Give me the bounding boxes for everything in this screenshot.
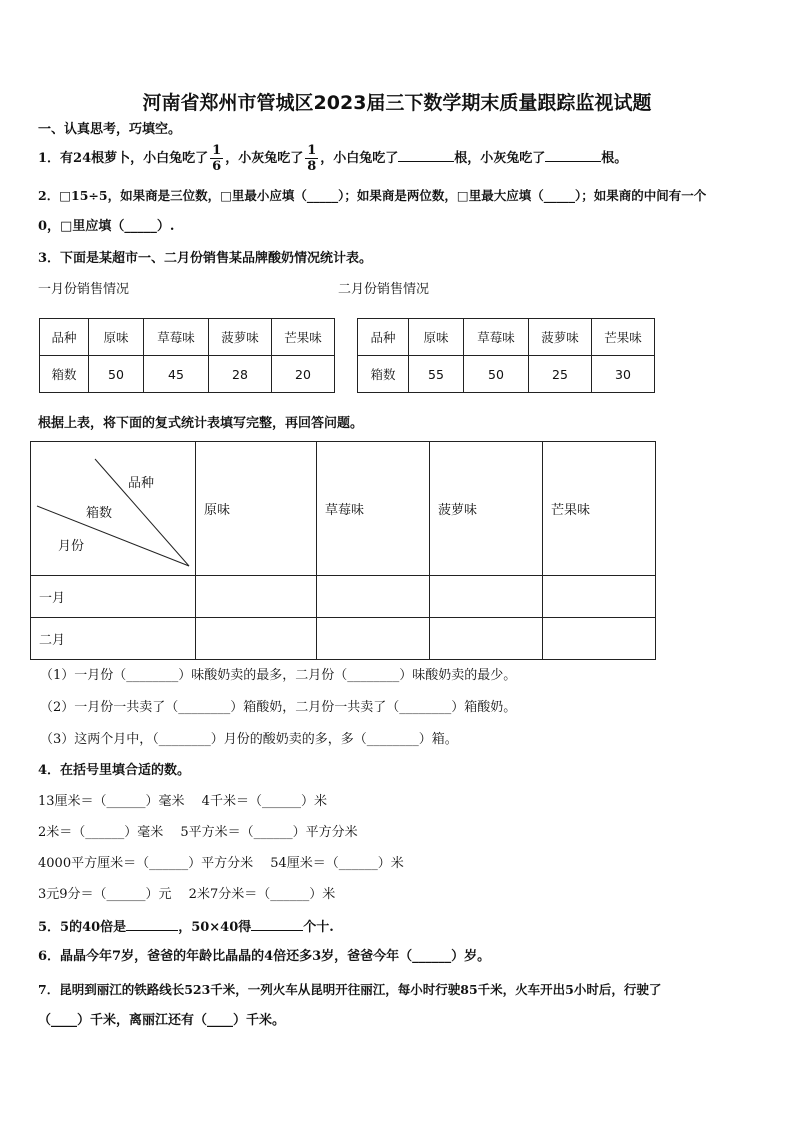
table-header-cell: 箱数 — [40, 356, 89, 393]
table-header-cell: 草莓味 — [464, 319, 529, 356]
row-header: 一月 — [31, 576, 196, 618]
answer-blank[interactable] — [398, 149, 454, 162]
question-5 — [38, 918, 334, 936]
sub-question-1: （1）一月份（________）味酸奶卖的最多，二月份（________）味酸奶卖的最少。 — [40, 668, 517, 683]
table-cell: 30 — [592, 356, 655, 393]
question-4-line: 2米＝（______）毫米 5平方米＝（______）平方分米 — [38, 825, 358, 840]
answer-cell[interactable] — [543, 576, 656, 618]
column-header: 芒果味 — [543, 442, 656, 576]
answer-cell[interactable] — [430, 576, 543, 618]
question-1 — [38, 143, 627, 174]
table-header-cell: 菠萝味 — [209, 319, 272, 356]
question-3-intro: 3．下面是某超市一、二月份销售某品牌酸奶情况统计表。 — [38, 251, 373, 266]
answer-cell[interactable] — [317, 576, 430, 618]
q1-text-d: 根，小灰兔吃了 — [454, 151, 546, 166]
question-4-line: 13厘米＝（______）毫米 4千米＝（______）米 — [38, 794, 327, 809]
page-title: 河南省郑州市管城区2023届三下数学期末质量跟踪监视试题 — [142, 92, 652, 114]
answer-cell[interactable] — [430, 618, 543, 660]
row-header: 二月 — [31, 618, 196, 660]
question-7-line-1: 7．昆明到丽江的铁路线长523千米，一列火车从昆明开往丽江，每小时行驶85千米，火车开出5小时后，行驶了 — [38, 982, 662, 997]
table-cell: 20 — [272, 356, 335, 393]
answer-blank[interactable] — [545, 149, 601, 162]
table-header-cell: 菠萝味 — [529, 319, 592, 356]
answer-cell[interactable] — [196, 576, 317, 618]
q1-text-e: 根。 — [601, 151, 628, 166]
table-header-cell: 原味 — [89, 319, 144, 356]
feb-table-caption: 二月份销售情况 — [338, 282, 430, 297]
jan-table-caption: 一月份销售情况 — [38, 282, 130, 297]
answer-blank[interactable] — [126, 918, 178, 931]
diagonal-label-bottom: 月份 — [58, 539, 85, 554]
table-cell: 55 — [409, 356, 464, 393]
sub-question-2: （2）一月份一共卖了（________）箱酸奶，二月份一共卖了（________）箱酸奶。 — [40, 700, 517, 715]
fraction-one-eighth: $\frac{1}{8}$ — [307, 143, 317, 174]
q1-text-b: ，小灰兔吃了 — [225, 151, 304, 166]
q5-text-c: 个十. — [303, 920, 334, 935]
table-instruction: 根据上表，将下面的复式统计表填写完整，再回答问题。 — [38, 416, 364, 431]
answer-cell[interactable] — [196, 618, 317, 660]
table-header-cell: 品种 — [40, 319, 89, 356]
answer-cell[interactable] — [317, 618, 430, 660]
column-header: 菠萝味 — [430, 442, 543, 576]
jan-sales-table — [39, 318, 335, 393]
q1-text-c: ，小白兔吃了 — [320, 151, 399, 166]
table-header-cell: 草莓味 — [144, 319, 209, 356]
column-header: 草莓味 — [317, 442, 430, 576]
sub-question-3: （3）这两个月中，（________）月份的酸奶卖的多，多（________）箱。 — [40, 732, 458, 747]
question-6: 6．晶晶今年7岁，爸爸的年龄比晶晶的4倍还多3岁，爸爸今年（______）岁。 — [38, 949, 491, 964]
fraction-one-sixth: $\frac{1}{6}$ — [212, 143, 222, 174]
q5-text-b: ，50×40得 — [178, 920, 252, 935]
answer-cell[interactable] — [543, 618, 656, 660]
table-cell: 45 — [144, 356, 209, 393]
diagonal-header-cell — [31, 442, 196, 576]
question-4-line: 3元9分＝（______）元 2米7分米＝（______）米 — [38, 887, 336, 902]
table-cell: 50 — [464, 356, 529, 393]
compound-stats-table — [30, 441, 656, 660]
table-header-cell: 芒果味 — [272, 319, 335, 356]
table-cell: 50 — [89, 356, 144, 393]
question-2-line-2: 0，□里应填（_____）. — [38, 219, 175, 234]
q1-text-a: 1．有24根萝卜，小白兔吃了 — [38, 151, 209, 166]
diagonal-label-top: 品种 — [128, 476, 155, 491]
diagonal-lines — [31, 442, 195, 576]
section-heading: 一、认真思考，巧填空。 — [38, 122, 182, 137]
question-4-line: 4000平方厘米＝（______）平方分米 54厘米＝（______）米 — [38, 856, 404, 871]
table-cell: 28 — [209, 356, 272, 393]
table-header-cell: 箱数 — [358, 356, 409, 393]
table-header-cell: 品种 — [358, 319, 409, 356]
table-cell: 25 — [529, 356, 592, 393]
q5-text-a: 5．5的40倍是 — [38, 920, 127, 935]
column-header: 原味 — [196, 442, 317, 576]
diagonal-label-middle: 箱数 — [86, 506, 113, 521]
answer-blank[interactable] — [251, 918, 303, 931]
feb-sales-table — [357, 318, 655, 393]
question-2-line-1: 2．□15÷5，如果商是三位数，□里最小应填（_____）；如果商是两位数，□里最大应填（_____）；如果商的中间有一个 — [38, 188, 707, 203]
question-4-intro: 4．在括号里填合适的数。 — [38, 763, 191, 778]
table-header-cell: 原味 — [409, 319, 464, 356]
question-7-line-2: （____）千米，离丽江还有（____）千米。 — [38, 1013, 286, 1028]
table-header-cell: 芒果味 — [592, 319, 655, 356]
